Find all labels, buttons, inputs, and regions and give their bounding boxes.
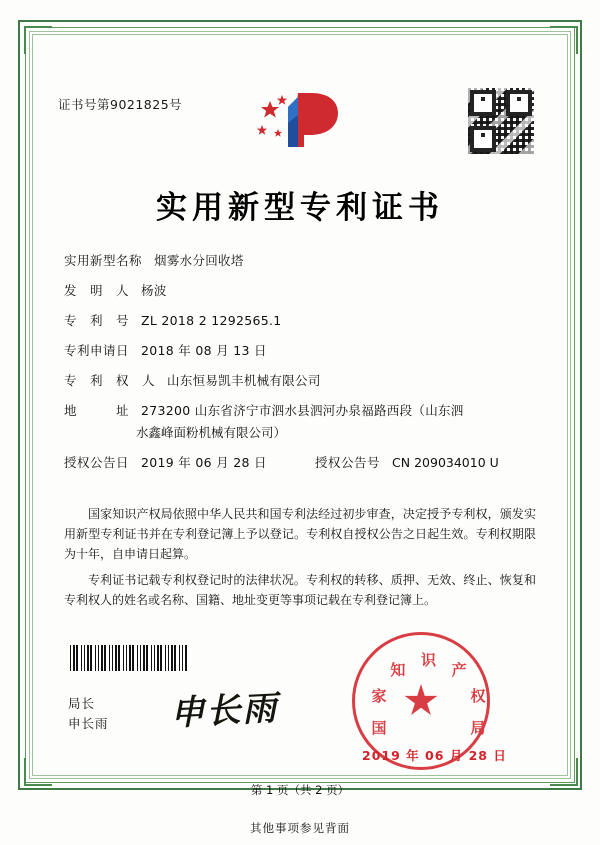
field-label: 发 明 人 [64,283,130,298]
signature-title-line1: 局长 [68,696,96,711]
field-row-patentee [64,372,544,390]
page-number: 第 1 页（共 2 页） [250,783,350,797]
page-title: 实用新型专利证书 [156,190,444,226]
field-value: 山东恒易凯丰机械有限公司 [167,373,321,388]
qr-eye-top-left [470,90,496,116]
certificate-number: 证书号第9021825号 [58,97,183,112]
field-label: 专 利 权 人 [64,373,156,388]
field-value: 2018 年 08 月 13 日 [141,343,267,358]
seal-date: 2019 年 06 月 28 日 [362,748,507,763]
field-row-patent-number [64,312,544,330]
field-label: 地 址 [64,403,130,418]
field-value: 杨波 [141,283,167,298]
corner-ornament-top-left [24,26,52,54]
seal-ring-text: 国 家 知 识 产 权 局 [371,651,486,738]
qr-code-icon [468,88,534,154]
field-row-inventor [64,282,544,300]
barcode [70,645,188,671]
paragraph-1: 国家知识产权局依照中华人民共和国专利法经过初步审查，决定授予专利权，颁发实用新型专利证书并在专利登记簿上予以登记。专利权自授权公告之日起生效。专利权期限为十年，自申请日起算。 [64,507,536,561]
field-label: 实用新型名称 [64,253,143,268]
field-row-address [64,402,544,420]
patent-office-logo-icon [252,85,348,155]
field-value-grant-date: 2019 年 06 月 28 日 [141,455,267,470]
field-value: 273200 山东省济宁市泗水县泗河办泉福路西段（山东泗 [141,403,464,418]
field-value: ZL 2018 2 1292565.1 [141,313,282,328]
handwritten-signature: 申长雨 [169,688,280,734]
field-value: 烟雾水分回收塔 [154,253,244,268]
field-row-utility-model-name [64,252,544,270]
corner-ornament-top-right [550,26,578,54]
field-value-grant-number: CN 209034010 U [392,455,499,470]
field-label: 专利申请日 [64,343,130,358]
qr-eye-top-right [506,90,532,116]
body-text [64,504,536,616]
field-row-grant-announcement [64,454,544,472]
field-list [64,252,544,484]
footer-note: 其他事项参见背面 [250,821,350,835]
signature-title [68,694,109,734]
field-label: 专 利 号 [64,313,130,328]
field-label-grant-date: 授权公告日 [64,455,130,470]
field-row-application-date [64,342,544,360]
signature-title-line2: 申长雨 [68,716,109,731]
field-value-address-line2: 水鑫峰面粉机械有限公司） [136,425,287,440]
field-label-grant-number: 授权公告号 [315,455,381,470]
qr-eye-bottom-left [470,126,496,152]
paragraph-2: 专利证书记载专利权登记时的法律状况。专利权的转移、质押、无效、终止、恢复和专利权人的姓名或名称、国籍、地址变更等事项记载在专利登记簿上。 [64,573,536,607]
